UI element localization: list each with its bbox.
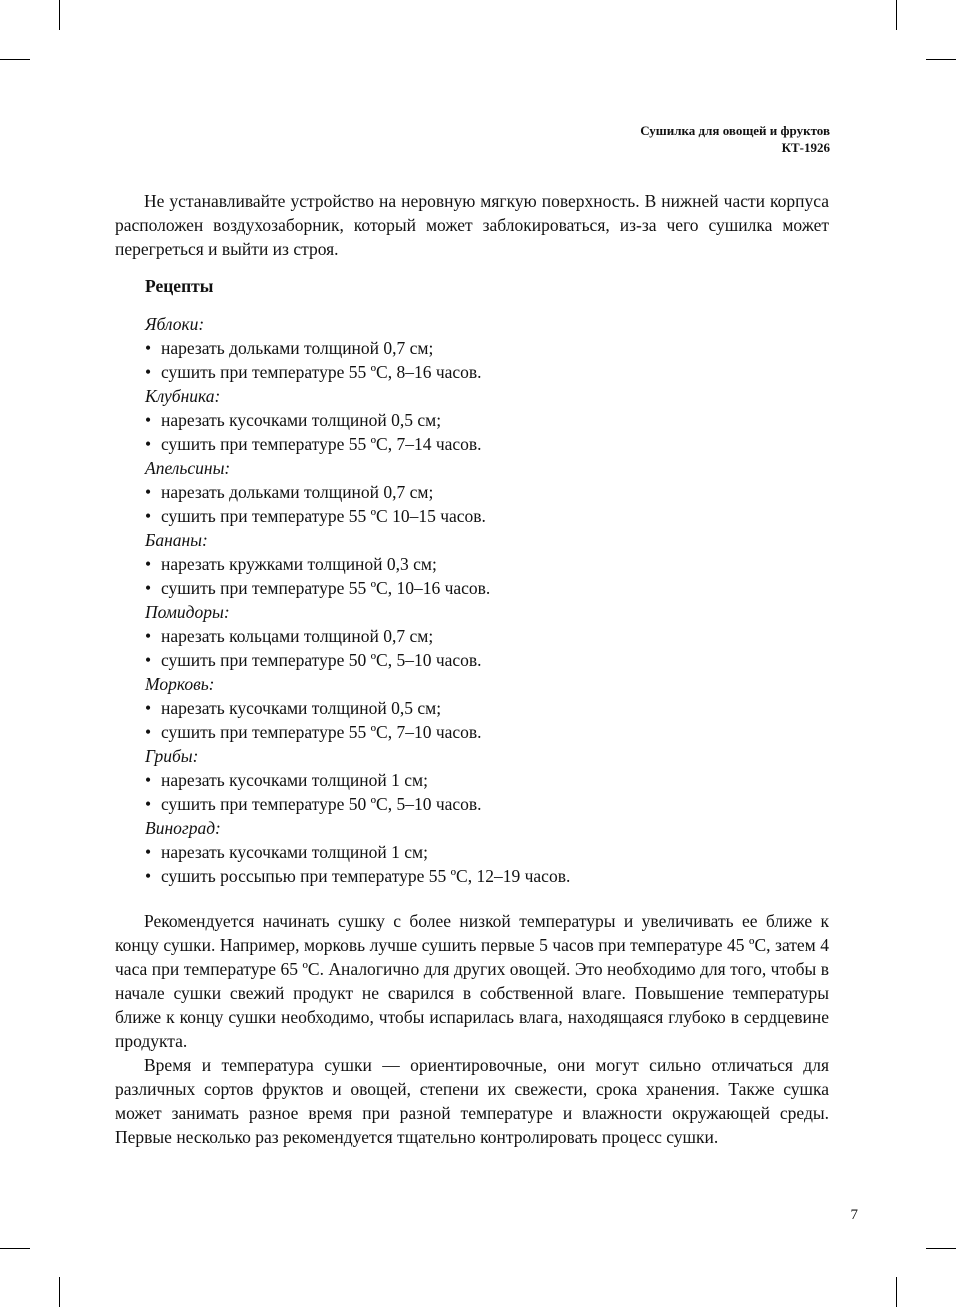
recipe-name: Апельсины: bbox=[145, 458, 231, 478]
recipe-step-text: нарезать кусочками толщиной 1 см; bbox=[161, 842, 428, 862]
recipes-title: Рецепты bbox=[145, 276, 214, 296]
bullet-icon: • bbox=[145, 338, 152, 358]
recipe-step-text: нарезать кусочками толщиной 0,5 см; bbox=[161, 698, 442, 718]
recipe-step-text: сушить при температуре 55 ºC, 10–16 часов. bbox=[161, 578, 491, 598]
recipe-step bbox=[145, 360, 570, 384]
outro-paragraph-2: Время и температура сушки — ориентировочные, они могут сильно отличаться для различных сортов фруктов и овощей, степени их свежести, срока хранения. Также сушка может занимать разное время при разной температуре и влажности окружающей среды. Первые несколько раз рекомендуется тщательно контролировать процесс сушки. bbox=[115, 1055, 829, 1147]
recipe-step-text: нарезать дольками толщиной 0,7 см; bbox=[161, 338, 434, 358]
recipe-step-text: нарезать кольцами толщиной 0,7 см; bbox=[161, 626, 434, 646]
recipes-section bbox=[145, 274, 570, 888]
recipe-step-text: сушить россыпью при температуре 55 ºC, 12–19 часов. bbox=[161, 866, 571, 886]
recipe-step bbox=[145, 576, 570, 600]
bullet-icon: • bbox=[145, 770, 152, 790]
recipe-step-text: сушить при температуре 55 ºC, 8–16 часов. bbox=[161, 362, 482, 382]
recipe-step bbox=[145, 432, 570, 456]
recipe-list bbox=[145, 312, 570, 888]
running-header bbox=[640, 122, 830, 156]
recipe-step bbox=[145, 864, 570, 888]
recipe-step bbox=[145, 504, 570, 528]
crop-mark-top-left-horizontal bbox=[0, 59, 30, 60]
recipe-step-text: нарезать кружками толщиной 0,3 см; bbox=[161, 554, 437, 574]
recipe-name: Виноград: bbox=[145, 818, 221, 838]
recipe-step-text: сушить при температуре 55 ºC, 7–14 часов. bbox=[161, 434, 482, 454]
crop-mark-top-right-vertical bbox=[896, 0, 897, 30]
recipe-step bbox=[145, 792, 570, 816]
recipe-step bbox=[145, 336, 570, 360]
recipe-step bbox=[145, 552, 570, 576]
bullet-icon: • bbox=[145, 482, 152, 502]
bullet-icon: • bbox=[145, 506, 152, 526]
intro-section bbox=[115, 189, 829, 261]
bullet-icon: • bbox=[145, 698, 152, 718]
header-title: Сушилка для овощей и фруктов bbox=[640, 123, 830, 138]
bullet-icon: • bbox=[145, 554, 152, 574]
recipe-step-text: нарезать дольками толщиной 0,7 см; bbox=[161, 482, 434, 502]
crop-mark-top-left-vertical bbox=[59, 0, 60, 30]
recipe-step bbox=[145, 696, 570, 720]
recipe-name: Грибы: bbox=[145, 746, 199, 766]
recipe-step-text: сушить при температуре 55 ºC 10–15 часов. bbox=[161, 506, 486, 526]
recipe-step-text: сушить при температуре 55 ºC, 7–10 часов. bbox=[161, 722, 482, 742]
outro-section bbox=[115, 909, 829, 1149]
crop-mark-bottom-left-vertical bbox=[59, 1277, 60, 1307]
recipe-name: Морковь: bbox=[145, 674, 215, 694]
recipe-step bbox=[145, 648, 570, 672]
intro-paragraph: Не устанавливайте устройство на неровную мягкую поверхность. В нижней части корпуса расположен воздухозаборник, который может заблокироваться, из-за чего сушилка может перегреться и выйти из строя. bbox=[115, 191, 829, 259]
bullet-icon: • bbox=[145, 794, 152, 814]
bullet-icon: • bbox=[145, 362, 152, 382]
recipe-step bbox=[145, 408, 570, 432]
bullet-icon: • bbox=[145, 866, 152, 886]
recipe-step bbox=[145, 768, 570, 792]
bullet-icon: • bbox=[145, 722, 152, 742]
recipe-step bbox=[145, 480, 570, 504]
recipe-name: Помидоры: bbox=[145, 602, 230, 622]
recipe-step bbox=[145, 840, 570, 864]
bullet-icon: • bbox=[145, 626, 152, 646]
bullet-icon: • bbox=[145, 578, 152, 598]
recipe-step-text: нарезать кусочками толщиной 0,5 см; bbox=[161, 410, 442, 430]
crop-mark-bottom-right-horizontal bbox=[926, 1248, 956, 1249]
header-model: КТ-1926 bbox=[781, 140, 830, 155]
recipe-name: Бананы: bbox=[145, 530, 208, 550]
recipe-step-text: нарезать кусочками толщиной 1 см; bbox=[161, 770, 428, 790]
bullet-icon: • bbox=[145, 842, 152, 862]
recipe-step bbox=[145, 720, 570, 744]
recipe-name: Яблоки: bbox=[145, 314, 205, 334]
bullet-icon: • bbox=[145, 434, 152, 454]
page-number: 7 bbox=[850, 1207, 858, 1223]
recipe-step bbox=[145, 624, 570, 648]
bullet-icon: • bbox=[145, 650, 152, 670]
bullet-icon: • bbox=[145, 410, 152, 430]
recipe-step-text: сушить при температуре 50 ºC, 5–10 часов. bbox=[161, 650, 482, 670]
crop-mark-bottom-left-horizontal bbox=[0, 1248, 30, 1249]
crop-mark-top-right-horizontal bbox=[926, 59, 956, 60]
recipe-step-text: сушить при температуре 50 ºC, 5–10 часов. bbox=[161, 794, 482, 814]
recipe-name: Клубника: bbox=[145, 386, 221, 406]
outro-paragraph-1: Рекомендуется начинать сушку с более низкой температуры и увеличивать ее ближе к концу сушки. Например, морковь лучше сушить первые 5 часов при температуре 45 ºC, затем 4 часа при температуре 65 ºC. Аналогично для других овощей. Это необходимо для того, чтобы в начале сушки свежий продукт не сварился в собственной влаге. Повышение температуры ближе к концу сушки необходимо, чтобы испарилась влага, находящаяся глубоко в сердцевине продукта. bbox=[115, 911, 829, 1051]
crop-mark-bottom-right-vertical bbox=[896, 1277, 897, 1307]
